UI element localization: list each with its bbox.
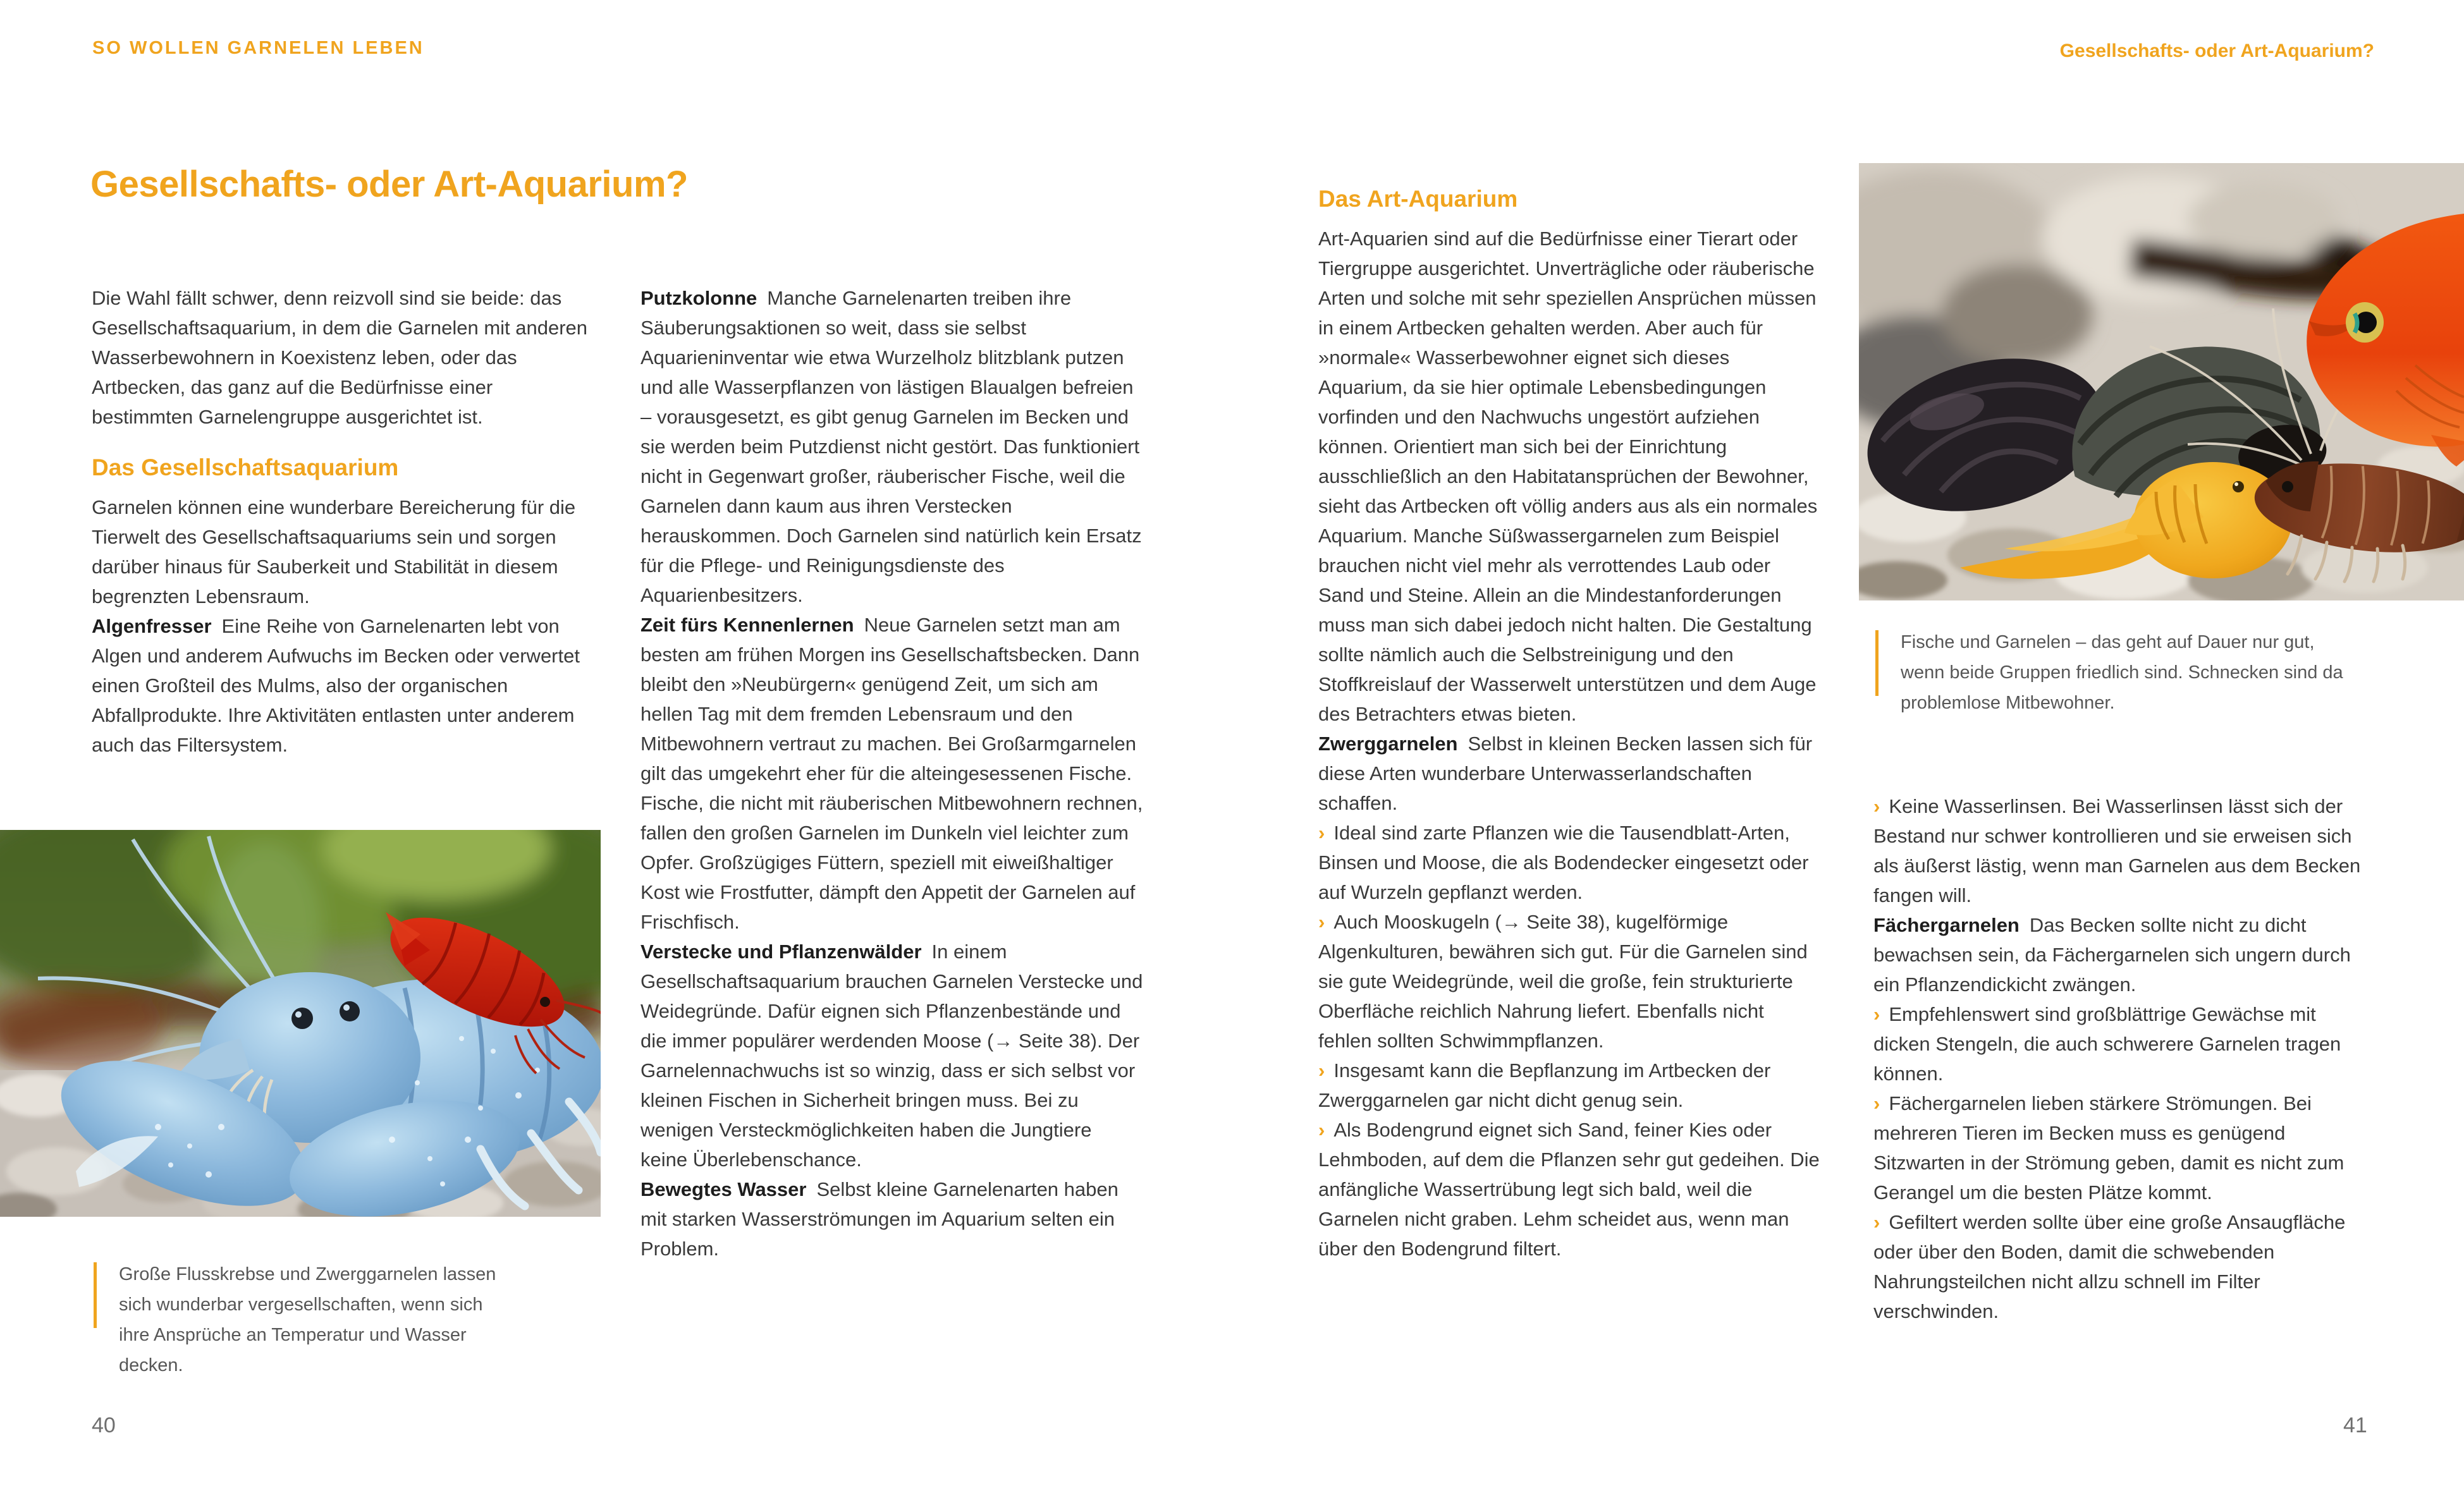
caption-right	[1875, 627, 2343, 718]
intro-paragraph: Die Wahl fällt schwer, denn reizvoll sind sie beide: das Gesellschaftsaquarium, in dem die Garnelen mit anderen Wasserbewohnern in Koexistenz leben, oder das Artbecken, das ganz auf die Bedürfnisse einer bestimmten Garnelengruppe ausgerichtet ist.	[92, 287, 588, 428]
bullet-item	[1318, 1115, 1821, 1264]
bullet-text: Ideal sind zarte Pflanzen wie die Tausendblatt-Arten, Binsen und Moose, die als Bodendecker eingesetzt oder auf Wurzeln gepflanzt werden.	[1318, 822, 1809, 903]
caption-accent-bar	[94, 1262, 97, 1328]
body-paragraph	[641, 937, 1143, 1174]
column-3	[1318, 185, 1821, 1264]
body-paragraph	[1318, 729, 1821, 818]
bullet-text: Auch Mooskugeln (→ Seite 38), kugelförmige Algenkulturen, bewähren sich gut. Für die Garnelen sind sie gute Weidegründe, weil die große, fein strukturierte Oberfläche reichlich Nahrung liefert. Ebenfalls nicht fehlen sollten Schwimmpflanzen.	[1318, 911, 1808, 1052]
bullet-chevron-icon: ›	[1873, 795, 1880, 817]
bullet-text: Empfehlenswert sind großblättrige Gewächse mit dicken Stengeln, die auch schwerere Garnelen tragen können.	[1873, 1003, 2341, 1085]
paragraph-text: Selbst kleine Garnelenarten haben mit starken Wasserströmungen im Aquarium selten ein Problem.	[641, 1178, 1119, 1260]
page-number-left: 40	[92, 1413, 116, 1437]
running-head: Gesellschafts- oder Art-Aquarium?	[2059, 40, 2374, 61]
bullet-chevron-icon: ›	[1873, 1211, 1880, 1233]
runin-heading: Algenfresser	[92, 615, 212, 637]
bullet-item	[1873, 999, 2376, 1088]
runin-heading: Putzkolonne	[641, 287, 757, 309]
crayfish-shrimp-illustration	[0, 830, 601, 1217]
caption-text: Große Flusskrebse und Zwerggarnelen lassen sich wunderbar vergesellschaften, wenn sich ihre Ansprüche an Temperatur und Wasser decken.	[119, 1264, 496, 1375]
bullet-chevron-icon: ›	[1873, 1092, 1880, 1114]
page-number-right: 41	[2343, 1413, 2367, 1437]
column-4	[1873, 791, 2376, 1326]
caption-accent-bar	[1875, 630, 1879, 696]
bullet-chevron-icon: ›	[1318, 1059, 1325, 1082]
bullet-text: Insgesamt kann die Bepflanzung im Artbecken der Zwerggarnelen gar nicht dicht genug sein.	[1318, 1059, 1771, 1111]
bullet-item	[1318, 1056, 1821, 1115]
paragraph-text: In einem Gesellschaftsaquarium brauchen Garnelen Verstecke und Weidegründe. Dafür eignen sich Pflanzenbestände und die immer populärer werdenden Moose (→ Seite 38). Der Garnelennachwuchs ist so winzig, dass er sich selbst vor kleinen Fischen in Sicherheit bringen muss. Bei zu wenigen Versteckmöglichkeiten haben die Jungtiere keine Überlebenschance.	[641, 941, 1143, 1171]
paragraph-text: Selbst in kleinen Becken lassen sich für diese Arten wunderbare Unterwasserlandschaften schaffen.	[1318, 733, 1813, 814]
paragraph-text: Neue Garnelen setzt man am besten am frühen Morgen ins Gesellschaftsbecken. Dann bleibt den »Neubürgern« genügend Zeit, um sich am hellen Tag mit dem fremden Lebensraum und den Mitbewohnern vertraut zu machen. Bei Großarmgarnelen gilt das umgekehrt eher für die alteingesessenen Fische. Fische, die nicht mit räuberischen Mitbewohnern rechnen, fallen den großen Garnelen im Dunkeln viel leichter zum Opfer. Großzügiges Füttern, speziell mit eiweißhaltiger Kost wie Frostfutter, dämpft den Appetit der Garnelen auf Frischfisch.	[641, 614, 1143, 933]
bullet-item	[1318, 818, 1821, 907]
column-1	[92, 283, 594, 760]
runin-heading: Zwerggarnelen	[1318, 733, 1458, 755]
bullet-item	[1873, 1207, 2376, 1326]
subheading-art-aquarium: Das Art-Aquarium	[1318, 186, 1518, 212]
bullet-text: Gefiltert werden sollte über eine große Ansaugfläche oder über den Boden, damit die schwebenden Nahrungsteilchen nicht allzu schnell im Filter verschwinden.	[1873, 1211, 2346, 1322]
crayfish-shrimp-photo	[0, 830, 601, 1217]
body-paragraph	[641, 283, 1143, 610]
runin-heading: Zeit fürs Kennenlernen	[641, 614, 854, 636]
bullet-chevron-icon: ›	[1318, 1119, 1325, 1141]
snail-fish-shrimp-illustration	[1859, 163, 2464, 600]
column-2	[641, 283, 1143, 1264]
bullet-text: Keine Wasserlinsen. Bei Wasserlinsen lässt sich der Bestand nur schwer kontrollieren und sie erweisen sich als äußerst lästig, wenn man Garnelen aus dem Becken fangen will.	[1873, 795, 2361, 906]
paragraph-text: Manche Garnelenarten treiben ihre Säuberungsaktionen so weit, dass sie selbst Aquarieninventar wie etwa Wurzelholz blitzblank putzen und alle Wasserpflanzen von lästigen Blaualgen befreien – vorausgesetzt, es gibt genug Garnelen im Becken und sie werden beim Putzdienst nicht gestört. Das funktioniert nicht in Gegenwart großer, räuberischer Fische, weil die Garnelen dann kaum aus ihren Verstecken herauskommen. Doch Garnelen sind natürlich kein Ersatz für die Pflege- und Reinigungsdienste des Aquarienbesitzers.	[641, 287, 1142, 606]
body-paragraph	[92, 611, 594, 760]
paragraph-text: Eine Reihe von Garnelenarten lebt von Algen und anderem Aufwuchs im Becken oder verwertet einen Großteil des Mulms, also der organischen Abfallprodukte. Ihre Aktivitäten entlasten unter anderem auch das Filtersystem.	[92, 615, 580, 756]
body-paragraph: Art-Aquarien sind auf die Bedürfnisse einer Tierart oder Tiergruppe ausgerichtet. Unverträgliche oder räuberische Arten und solche mit sehr speziellen Ansprüchen müssen in einem Artbecken gehalten werden. Aber auch für »normale« Wasserbewohner eignet sich dieses Aquarium, da sie hier optimale Lebensbedingungen vorfinden und den Nachwuchs ungestört aufziehen können. Orientiert man sich bei der Einrichtung ausschließlich an den Habitatansprüchen der Bewohner, sieht das Artbecken oft völlig anders aus als ein normales Aquarium. Manche Süßwassergarnelen zum Beispiel brauchen nicht viel mehr als verrottendes Laub oder Sand und Steine. Allein an die Mindestanforderungen muss man sich dabei jedoch nicht halten. Die Gestaltung sollte nämlich auch die Selbstreinigung und den Stoffkreislauf der Wasserwelt unterstützen und dem Auge des Betrachters etwas bieten.	[1318, 228, 1818, 725]
runin-heading: Verstecke und Pflanzenwälder	[641, 941, 922, 963]
bullet-chevron-icon: ›	[1318, 822, 1325, 844]
subheading-gesellschaftsaquarium: Das Gesellschaftsaquarium	[92, 454, 399, 480]
bullet-text: Fächergarnelen lieben stärkere Strömungen. Bei mehreren Tieren im Becken muss es genügend Sitzwarten in der Strömung geben, damit es nicht zum Gerangel um die besten Plätze kommt.	[1873, 1092, 2344, 1204]
body-paragraph	[1873, 910, 2376, 999]
caption-text: Fische und Garnelen – das geht auf Dauer nur gut, wenn beide Gruppen friedlich sind. Schnecken sind da problemlose Mitbewohner.	[1901, 632, 2343, 713]
bullet-item	[1318, 907, 1821, 1056]
snail-fish-shrimp-photo	[1859, 163, 2464, 600]
body-paragraph: Garnelen können eine wunderbare Bereicherung für die Tierwelt des Gesellschaftsaquariums sein und sorgen darüber hinaus für Sauberkeit und Stabilität in diesem begrenzten Lebensraum.	[92, 496, 576, 607]
body-paragraph	[641, 610, 1143, 937]
bullet-item	[1873, 1088, 2376, 1207]
body-paragraph	[641, 1174, 1143, 1264]
bullet-chevron-icon: ›	[1318, 911, 1325, 933]
page-title: Gesellschafts- oder Art-Aquarium?	[90, 164, 688, 205]
runin-heading: Fächergarnelen	[1873, 914, 2020, 936]
bullet-chevron-icon: ›	[1873, 1003, 1880, 1025]
caption-left	[94, 1259, 516, 1380]
runin-heading: Bewegtes Wasser	[641, 1178, 807, 1200]
bullet-text: Als Bodengrund eignet sich Sand, feiner Kies oder Lehmboden, auf dem die Pflanzen sehr gut gedeihen. Die anfängliche Wassertrübung legt sich bald, weil die Garnelen nicht graben. Lehm scheidet aus, wenn man über den Bodengrund filtert.	[1318, 1119, 1820, 1260]
bullet-item	[1873, 791, 2376, 910]
paragraph-text: Das Becken sollte nicht zu dicht bewachsen sein, da Fächergarnelen sich ungern durch ein Pflanzendickicht zwängen.	[1873, 914, 2351, 996]
section-kicker: SO WOLLEN GARNELEN LEBEN	[92, 38, 424, 58]
